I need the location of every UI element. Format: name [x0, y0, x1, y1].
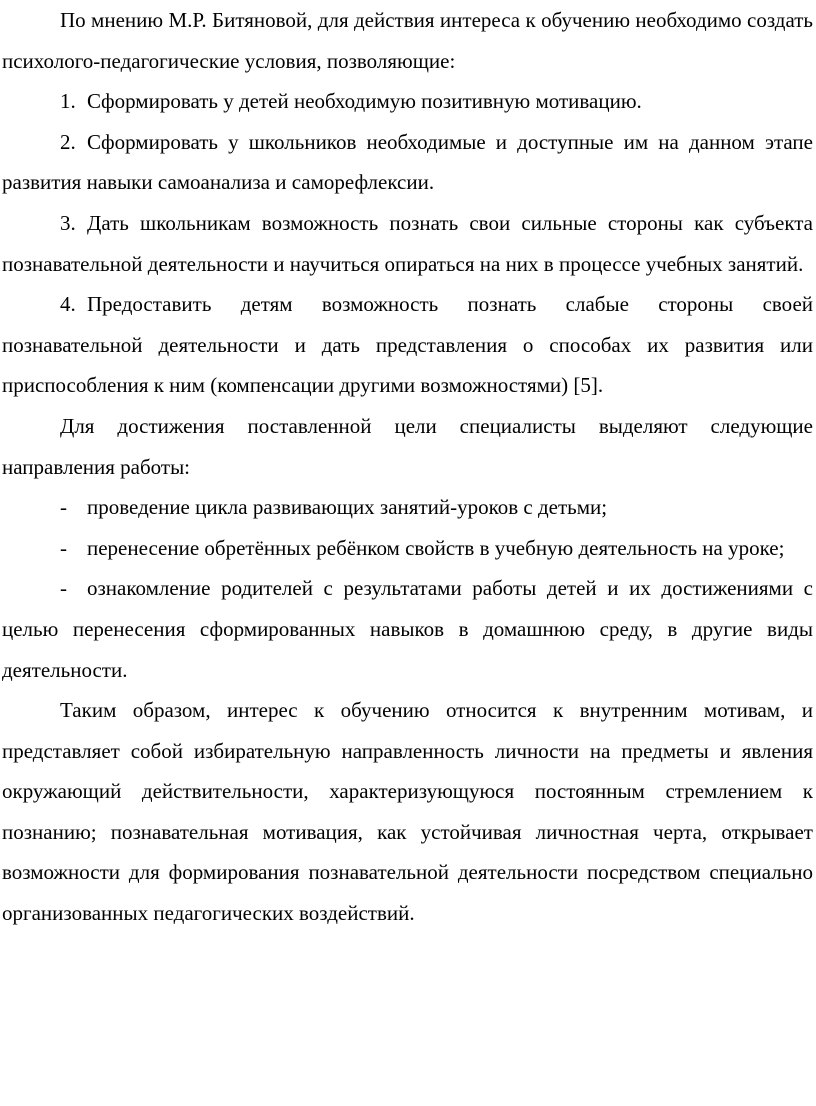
list-item-3	[2, 203, 813, 284]
dash-marker: -	[60, 535, 67, 560]
list-item-1	[2, 81, 813, 122]
paragraph-conclusion	[2, 690, 813, 934]
dash-marker: -	[60, 495, 67, 520]
dash-item-1	[2, 487, 813, 528]
document-body	[2, 0, 813, 934]
list-item-text: Сформировать у школьников необходимые и доступные им на данном этапе развития навыки самоанализа и саморефлексии.	[2, 129, 813, 195]
list-marker: 2.	[60, 129, 76, 154]
dash-item-text: ознакомление родителей с результатами работы детей и их достижениями с целью перенесения сформированных навыков в домашнюю среду, в другие виды деятельности.	[2, 576, 813, 682]
paragraph-directions	[2, 406, 813, 487]
dash-item-text: перенесение обретённых ребёнком свойств в учебную деятельность на уроке;	[87, 535, 785, 560]
list-item-text: Предоставить детям возможность познать слабые стороны своей познавательной деятельности и дать представления о способах их развития или приспособления к ним (компенсации другими возможностями) [5].	[2, 292, 813, 398]
paragraph-text: Для достижения поставленной цели специалисты выделяют следующие направления работы:	[2, 413, 813, 479]
list-marker: 4.	[60, 292, 76, 317]
paragraph-text: Таким образом, интерес к обучению относится к внутренним мотивам, и представляет собой избирательную направленность личности на предметы и явления окружающий действительности, характеризующуюся постоянным стремлением к познанию; познавательная мотивация, как устойчивая личностная черта, открывает возможности для формирования познавательной деятельности посредством специально организованных педагогических воздействий.	[2, 698, 813, 926]
list-marker: 1.	[60, 89, 76, 114]
paragraph-text: По мнению М.Р. Битяновой, для действия интереса к обучению необходимо создать психолого-педагогические условия, позволяющие:	[2, 8, 813, 73]
list-item-text: Дать школьникам возможность познать свои сильные стороны как субъекта познавательной деятельности и научиться опираться на них в процессе учебных занятий.	[2, 210, 813, 276]
list-item-2	[2, 122, 813, 203]
dash-marker: -	[60, 576, 67, 601]
dash-item-2	[2, 528, 813, 569]
paragraph-intro	[2, 0, 813, 81]
list-item-4	[2, 284, 813, 406]
dash-item-3	[2, 568, 813, 690]
list-item-text: Сформировать у детей необходимую позитивную мотивацию.	[87, 89, 642, 114]
dash-item-text: проведение цикла развивающих занятий-уроков с детьми;	[87, 495, 608, 520]
list-marker: 3.	[60, 210, 76, 235]
